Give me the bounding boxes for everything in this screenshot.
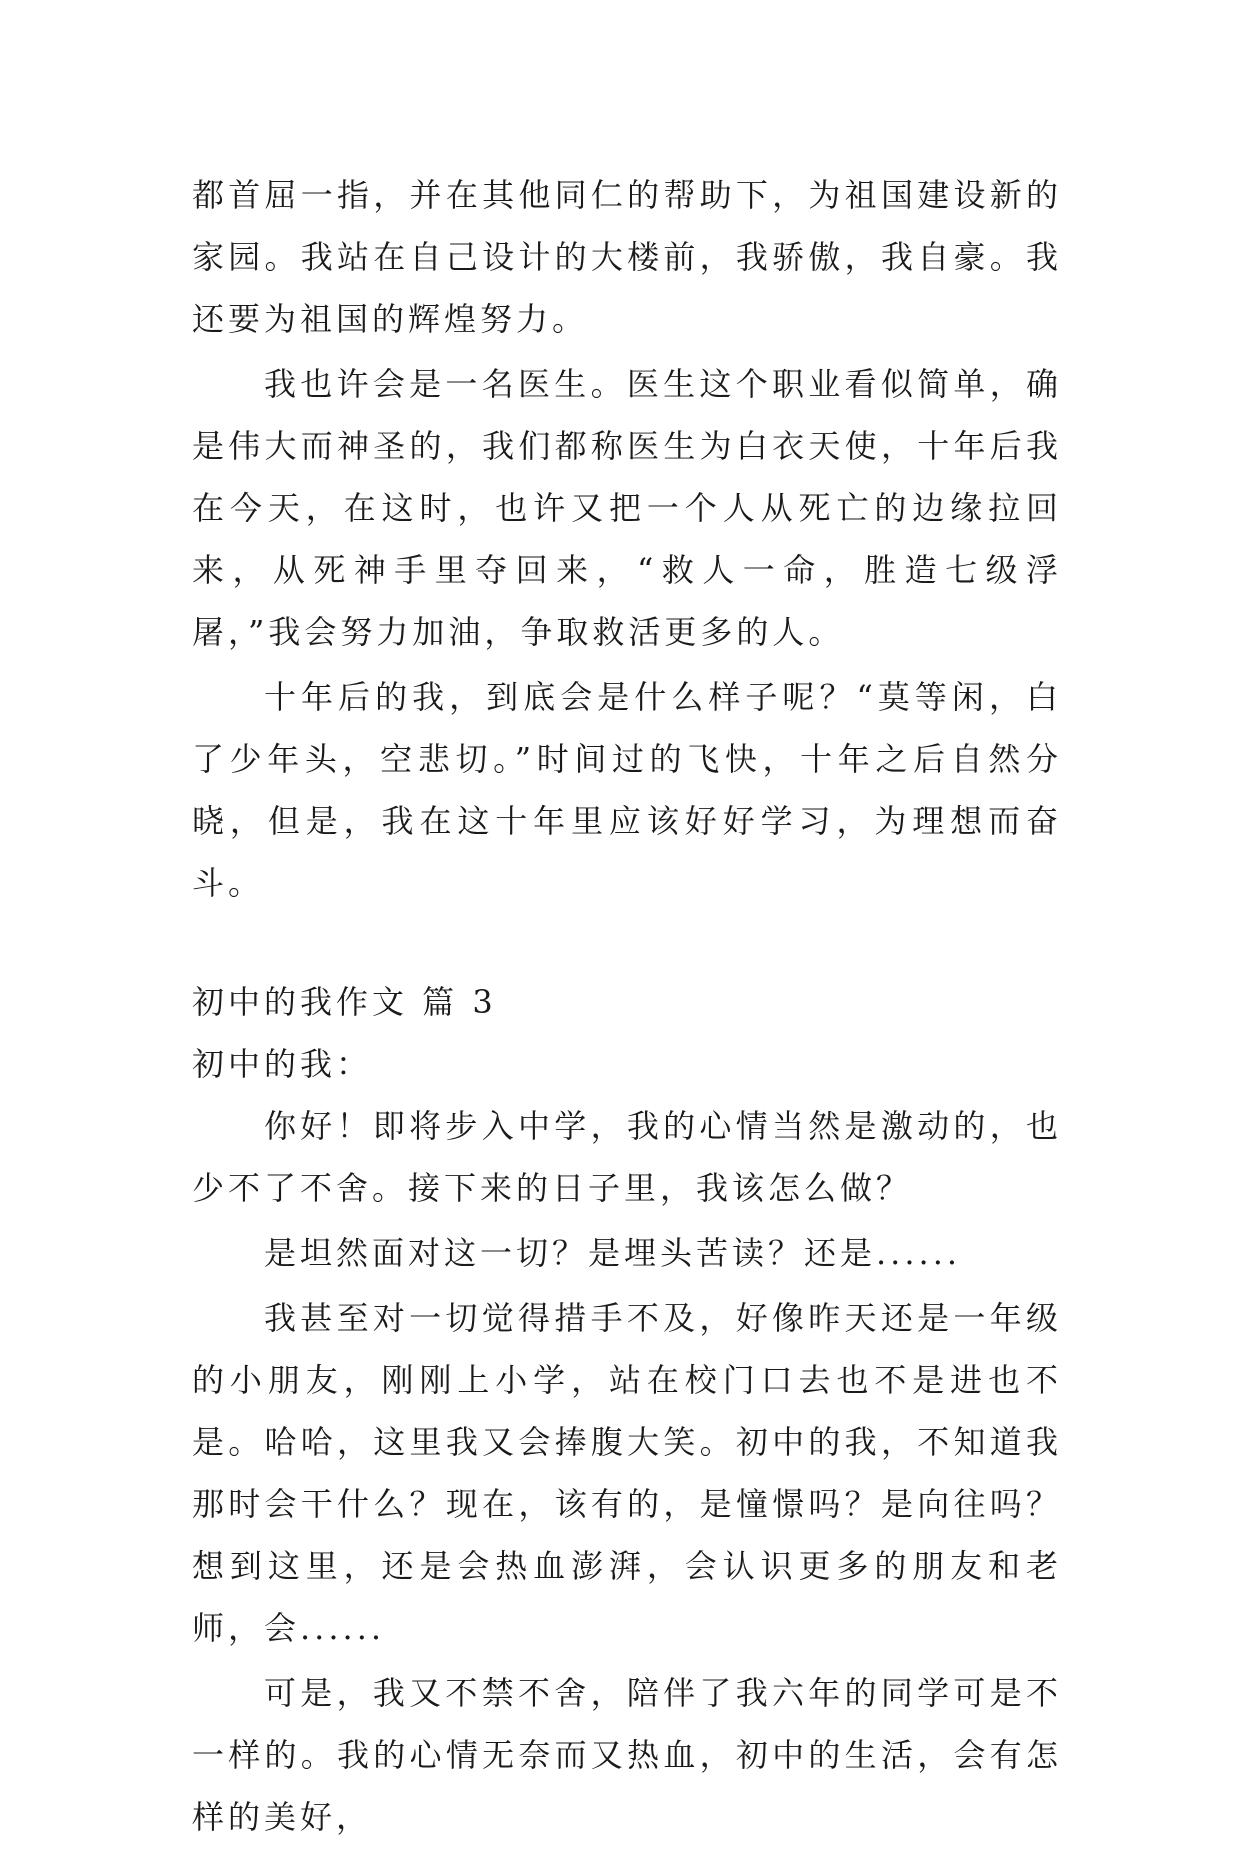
paragraph-3: 十年后的我，到底会是什么样子呢？“莫等闲，白了少年头，空悲切。”时间过的飞快，十年之后自然分晓，但是，我在这十年里应该好好学习，为理想而奋斗。 — [192, 678, 1062, 902]
paragraph-6: 我甚至对一切觉得措手不及，好像昨天还是一年级的小朋友，刚刚上小学，站在校门口去也不是进也不是。哈哈，这里我又会捧腹大笑。初中的我，不知道我那时会干什么？现在，该有的，是憧憬吗？是向往吗？想到这里，还是会热血澎湃，会认识更多的朋友和老师，会...... — [192, 1299, 1062, 1647]
paragraph-5: 是坦然面对这一切？是埋头苦读？还是...... — [264, 1234, 962, 1272]
paragraph-2: 我也许会是一名医生。医生这个职业看似简单，确是伟大而神圣的，我们都称医生为白衣天使，十年后我在今天，在这时，也许又把一个人从死亡的边缘拉回来，从死神手里夺回来，“救人一命，胜造七级浮屠，”我会努力加油，争取救活更多的人。 — [192, 365, 1062, 651]
document-body — [192, 164, 1062, 1851]
section-title: 初中的我作文 篇 3 — [192, 983, 497, 1021]
salutation: 初中的我： — [192, 1045, 373, 1083]
paragraph-7: 可是，我又不禁不舍，陪伴了我六年的同学可是不一样的。我的心情无奈而又热血，初中的生活，会有怎样的美好， — [192, 1674, 1062, 1836]
paragraph-4: 你好！即将步入中学，我的心情当然是激动的，也少不了不舍。接下来的日子里，我该怎么做？ — [192, 1107, 1062, 1207]
paragraph-1: 都首屈一指，并在其他同仁的帮助下，为祖国建设新的家园。我站在自己设计的大楼前，我骄傲，我自豪。我还要为祖国的辉煌努力。 — [192, 176, 1062, 338]
